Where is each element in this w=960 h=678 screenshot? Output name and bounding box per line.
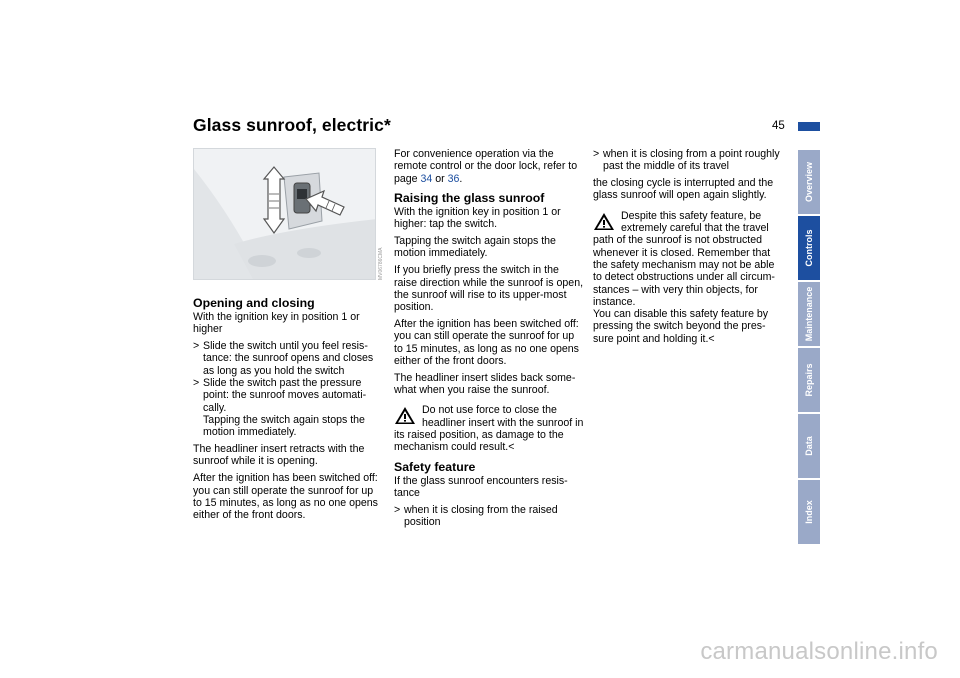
warning-text: Do not use force to close the headliner insert with the sunroof in its raised position, as damage to the mechanism could result.< (394, 404, 584, 454)
list-item (394, 504, 584, 529)
page-number-accent-bar (798, 122, 820, 131)
list-item-extra-text: Tapping the switch again stops the motion immediately. (203, 413, 365, 439)
paragraph-convenience-operation (394, 148, 584, 185)
warning-text: Despite this safety feature, be extremely careful that the travel path of the sunroof is not obstructed whenever it is closed. Remember that the safety mechanism may not be able to detect obstructions under all circum-stances – with very thin objects, for instance. (593, 209, 775, 308)
heading-raising-the-glass-sunroof: Raising the glass sunroof (394, 190, 545, 205)
sunroof-switch-drawing (194, 149, 376, 280)
bullet-arrow-icon: > (394, 503, 401, 516)
paragraph: the closing cycle is interrupted and the glass sunroof will open again slightly. (593, 177, 774, 202)
tab-label: Overview (804, 161, 814, 203)
paragraph: With the ignition key in position 1 or higher: tap the switch. (394, 205, 561, 231)
bullet-arrow-icon: > (193, 377, 200, 390)
list-item-text: Slide the switch until you feel resis-tance: the sunroof opens and closes as long as you hold the switch (203, 340, 374, 377)
paragraph: If the glass sunroof encounters resis-tance (394, 474, 568, 499)
tab-label: Controls (804, 229, 814, 267)
paragraph: The headliner insert retracts with the sunroof while it is opening. (193, 443, 365, 468)
column-3 (593, 148, 785, 350)
tab-data[interactable] (798, 414, 820, 478)
warning-triangle-icon (394, 406, 416, 425)
paragraph: You can disable this safety feature by pressing the switch beyond the pres-sure point and holding it.< (593, 308, 769, 345)
text: . (459, 172, 463, 185)
list-item-text: when it is closing from the raised position (404, 503, 558, 529)
paragraph: After the ignition has been switched off: you can still operate the sunroof for up to 15 minutes, as long as no one opens either of the front doors. (394, 318, 579, 367)
column-2 (394, 148, 584, 528)
section-tabs (798, 150, 820, 546)
sunroof-switch-illustration (193, 148, 376, 280)
warning-note (593, 210, 785, 308)
paragraph: The headliner insert slides back some-what when you raise the sunroof. (394, 371, 576, 397)
bullet-arrow-icon: > (193, 340, 200, 353)
tab-overview[interactable] (798, 150, 820, 214)
paragraph: With the ignition key in position 1 or higher (193, 311, 360, 336)
page-link-34[interactable]: 34 (420, 172, 433, 185)
page-link-36[interactable]: 36 (447, 172, 460, 185)
text: For convenience operation via the remote control or the door lock, refer to page (394, 148, 578, 185)
tab-maintenance[interactable] (798, 282, 820, 346)
tab-label: Data (804, 436, 814, 456)
paragraph: If you briefly press the switch in the raise direction while the sunroof is open, the sunroof will rise to its upper-most position. (394, 264, 584, 314)
tab-repairs[interactable] (798, 348, 820, 412)
warning-note (394, 404, 584, 453)
tab-label: Maintenance (804, 286, 814, 342)
tab-label: Index (804, 500, 814, 524)
tab-label: Repairs (804, 363, 814, 397)
tab-controls[interactable] (798, 216, 820, 280)
heading-safety-feature: Safety feature (394, 459, 476, 474)
tab-index[interactable] (798, 480, 820, 544)
page-number: 45 (772, 120, 785, 132)
heading-opening-and-closing: Opening and closing (193, 296, 315, 310)
list-item (593, 148, 785, 173)
text: or (432, 172, 448, 185)
list-item (193, 340, 381, 377)
list-item-text: when it is closing from a point roughly past the middle of its travel (603, 148, 780, 173)
watermark: carmanualsonline.info (700, 638, 938, 665)
list-item (193, 377, 381, 438)
list-item-text: Slide the switch past the pressure point: the sunroof moves automati-cally. (203, 377, 367, 414)
page-title: Glass sunroof, electric* (193, 115, 391, 135)
warning-triangle-icon (593, 212, 615, 231)
paragraph: Tapping the switch again stops the motion immediately. (394, 235, 556, 260)
bullet-arrow-icon: > (593, 148, 600, 160)
paragraph: After the ignition has been switched off: you can still operate the sunroof for up to 15 minutes, as long as no one opens either of the front doors. (193, 472, 378, 522)
figure-code: MV06786CMA (378, 247, 384, 280)
column-1 (193, 296, 381, 526)
